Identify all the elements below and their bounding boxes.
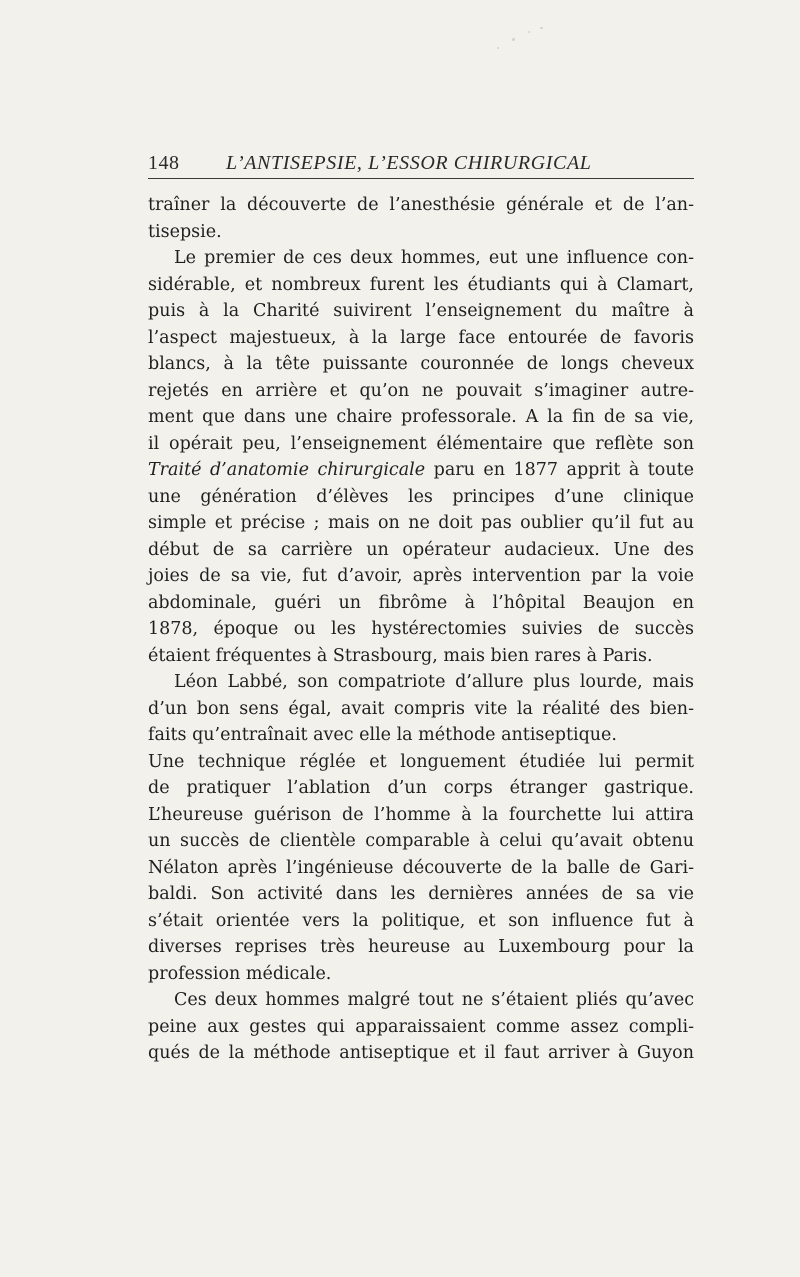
- text-line: Une technique réglée et longuement étudiée lui permit: [148, 751, 694, 772]
- paper-speck: [540, 27, 543, 29]
- text-line: simple et précise ; mais on ne doit pas oublier qu’il fut au: [148, 513, 694, 533]
- text-line: profession médicale.: [148, 963, 332, 984]
- text-line: ment que dans une chaire professorale. A la fin de sa vie,: [148, 407, 694, 427]
- text-line: il opérait peu, l’enseignement élémentaire que reflète son: [148, 433, 694, 454]
- page-number: 148: [148, 152, 180, 174]
- text-line: un succès de clientèle comparable à celui qu’avait obtenu: [148, 831, 694, 851]
- text-line: blancs, à la tête puissante couronnée de longs cheveux: [148, 354, 694, 374]
- text-line: baldi. Son activité dans les dernières années de sa vie: [148, 884, 694, 904]
- text-line: diverses reprises très heureuse au Luxembourg pour la: [148, 937, 694, 957]
- text-line: tisepsie.: [148, 221, 222, 242]
- text-line: une génération d’élèves les principes d’une clinique: [148, 486, 694, 507]
- text-line: qués de la méthode antiseptique et il faut arriver à Guyon: [148, 1043, 694, 1063]
- text-line: Nélaton après l’ingénieuse découverte de la balle de Gari-: [148, 857, 694, 878]
- paper-speck: [497, 47, 499, 49]
- text-line: Ces deux hommes malgré tout ne s’étaient pliés qu’avec: [174, 990, 694, 1010]
- book-title: Traité d’anatomie chirurgicale: [148, 460, 426, 480]
- text-line: traîner la découverte de l’anesthésie générale et de l’an-: [148, 195, 694, 215]
- text-line: faits qu’entraînait avec elle la méthode antiseptique.: [148, 725, 617, 745]
- text-line: l’aspect majestueux, à la large face entourée de favoris: [148, 327, 694, 348]
- text-line: L’heureuse guérison de l’homme à la fourchette lui attira: [148, 804, 694, 825]
- text-line: rejetés en arrière et qu’on ne pouvait s’imaginer autre-: [148, 380, 694, 401]
- text-line: Léon Labbé, son compatriote d’allure plus lourde, mais: [174, 672, 694, 692]
- text-line: début de sa carrière un opérateur audacieux. Une des: [148, 539, 694, 560]
- body-text: [148, 192, 694, 1067]
- running-header: [148, 150, 694, 179]
- text-line: sidérable, et nombreux furent les étudiants qui à Clamart,: [148, 274, 694, 295]
- running-title: L’ANTISEPSIE, L’ESSOR CHIRURGICAL: [226, 152, 592, 174]
- text-fragment: paru en 1877 apprit à toute: [425, 460, 694, 480]
- text-line: étaient fréquentes à Strasbourg, mais bien rares à Paris.: [148, 645, 653, 666]
- text-line: abdominale, guéri un fibrôme à l’hôpital Beaujon en: [148, 592, 694, 613]
- text-line-with-title: [148, 457, 694, 484]
- text-line: s’était orientée vers la politique, et son influence fut à: [148, 910, 694, 931]
- paper-speck: [512, 38, 515, 41]
- text-line: peine aux gestes qui apparaissaient comme assez compli-: [148, 1016, 694, 1037]
- text-line: d’un bon sens égal, avait compris vite la réalité des bien-: [148, 698, 694, 719]
- text-line: 1878, époque ou les hystérectomies suivies de succès: [148, 619, 694, 639]
- text-line: puis à la Charité suivirent l’enseignement du maître à: [148, 301, 694, 321]
- paper-speck: [528, 31, 530, 33]
- text-line: joies de sa vie, fut d’avoir, après intervention par la voie: [148, 566, 694, 586]
- text-line: de pratiquer l’ablation d’un corps étranger gastrique.: [148, 778, 694, 798]
- text-line: Le premier de ces deux hommes, eut une influence con-: [174, 248, 694, 268]
